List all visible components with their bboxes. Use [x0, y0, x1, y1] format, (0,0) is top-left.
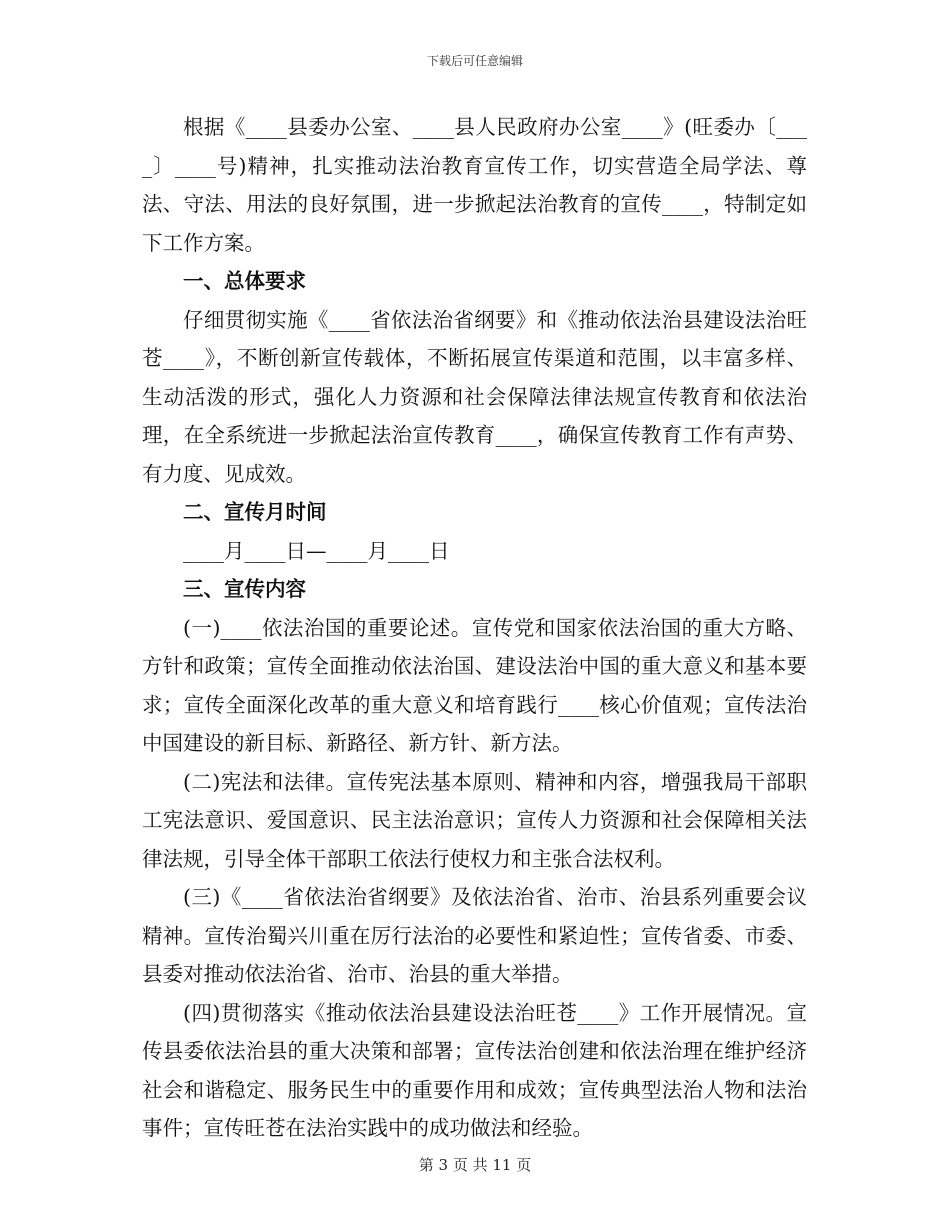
- section-heading-2: 二、宣传月时间: [183, 500, 327, 524]
- section-heading-1: 一、总体要求: [183, 269, 306, 293]
- paragraph-content-item-1: (一)____依法治国的重要论述。宣传党和国家依法治国的重大方略、方针和政策；宣传全面推动依法治国、建设法治中国的重大意义和基本要求；宣传全面深化改革的重大意义和培育践行____核心价值观；宣传法治中国建设的新目标、新路径、新方针、新方法。: [142, 615, 807, 755]
- page-header: 下载后可任意编辑: [426, 54, 523, 68]
- intro-paragraph: 根据《____县委办公室、____县人民政府办公室____》(旺委办〔____〕____号)精神，扎实推动法治教育宣传工作，切实营造全局学法、尊法、守法、用法的良好氛围，进一步掀起法治教育的宣传____，特制定如下工作方案。: [142, 115, 807, 255]
- paragraph-publicity-month-time: ____月____日—____月____日: [183, 538, 450, 563]
- paragraph-content-item-2: (二)宪法和法律。宣传宪法基本原则、精神和内容，增强我局干部职工宪法意识、爱国意识、民主法治意识；宣传人力资源和社会保障相关法律法规，引导全体干部职工依法行使权力和主张合法权利。: [142, 769, 807, 871]
- document-body: [142, 108, 807, 1148]
- page-number: 第 3 页 共 11 页: [418, 1156, 532, 1174]
- paragraph-content-item-4: (四)贯彻落实《推动依法治县建设法治旺苍____》工作开展情况。宣传县委依法治县的重大决策和部署；宣传法治创建和依法治理在维护经济社会和谐稳定、服务民生中的重要作用和成效；宣传典型法治人物和法治事件；宣传旺苍在法治实践中的成功做法和经验。: [142, 1000, 807, 1140]
- paragraph-content-item-3: (三)《____省依法治省纲要》及依法治省、治市、治县系列重要会议精神。宣传治蜀兴川重在厉行法治的必要性和紧迫性；宣传省委、市委、县委对推动依法治省、治市、治县的重大举措。: [142, 885, 807, 986]
- paragraph-general-requirements: 仔细贯彻实施《____省依法治省纲要》和《推动依法治县建设法治旺苍____》，不断创新宣传载体，不断拓展宣传渠道和范围，以丰富多样、生动活泼的形式，强化人力资源和社会保障法律法规宣传教育和依法治理，在全系统进一步掀起法治宣传教育____，确保宣传教育工作有声势、有力度、见成效。: [142, 307, 807, 486]
- section-heading-3: 三、宣传内容: [183, 577, 306, 601]
